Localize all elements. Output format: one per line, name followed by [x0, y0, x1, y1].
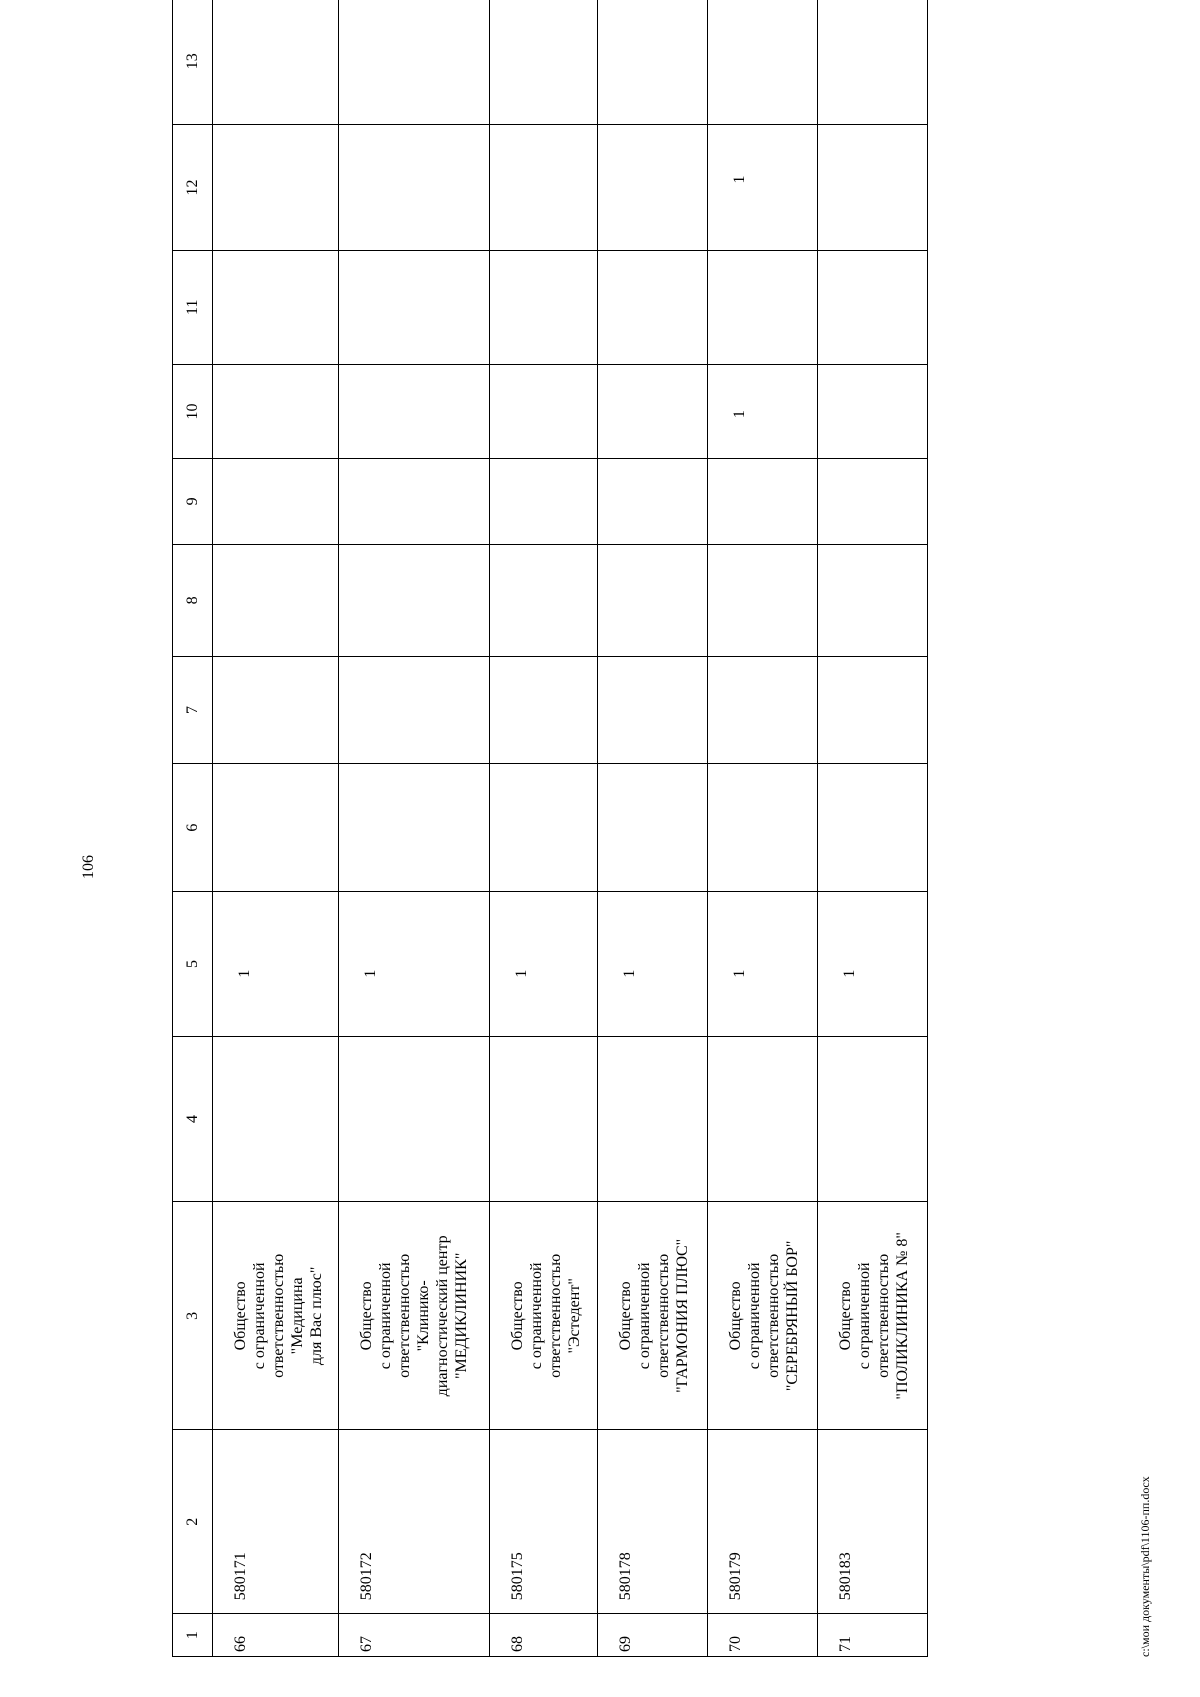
column-number-header: 6	[173, 763, 213, 891]
empty-cell	[213, 1036, 339, 1202]
column-10-value	[339, 364, 490, 458]
empty-cell	[598, 1036, 708, 1202]
empty-cell	[818, 1036, 928, 1202]
organization-name-line: для Вас плюс"	[308, 1266, 325, 1366]
header-row	[173, 0, 213, 1657]
empty-cell	[598, 250, 708, 364]
empty-cell	[708, 763, 818, 891]
empty-cell	[213, 544, 339, 656]
empty-cell	[818, 459, 928, 545]
empty-cell	[708, 0, 818, 125]
empty-cell	[213, 656, 339, 763]
column-10-value	[490, 364, 598, 458]
row-number: 67	[339, 1614, 490, 1657]
empty-cell	[339, 544, 490, 656]
organization-name-line: с ограниченной	[528, 1262, 545, 1370]
empty-cell	[598, 763, 708, 891]
organization-name-line: Общество	[617, 1281, 634, 1351]
empty-cell	[490, 459, 598, 545]
empty-cell	[708, 544, 818, 656]
empty-cell	[490, 1036, 598, 1202]
organization-name-line: Общество	[727, 1281, 744, 1351]
empty-cell	[818, 544, 928, 656]
organization-name	[213, 1202, 339, 1430]
empty-cell	[818, 250, 928, 364]
empty-cell	[339, 250, 490, 364]
organization-name	[490, 1202, 598, 1430]
table-row	[818, 0, 928, 1657]
organization-name-line: ответственностью	[875, 1253, 892, 1378]
empty-cell	[339, 459, 490, 545]
empty-cell	[213, 0, 339, 125]
column-number-header: 10	[173, 364, 213, 458]
organization-name-line: Общество	[837, 1281, 854, 1351]
empty-cell	[339, 0, 490, 125]
organization-code: 580175	[490, 1430, 598, 1614]
organization-name-line: Общество	[509, 1281, 526, 1351]
organization-name	[818, 1202, 928, 1430]
organization-name	[598, 1202, 708, 1430]
row-number: 66	[213, 1614, 339, 1657]
organization-name-line: ответственностью	[396, 1253, 413, 1378]
column-number-header: 4	[173, 1036, 213, 1202]
column-12-value	[598, 125, 708, 250]
empty-cell	[818, 763, 928, 891]
empty-cell	[818, 0, 928, 125]
column-12-value	[818, 125, 928, 250]
empty-cell	[339, 763, 490, 891]
organization-code: 580171	[213, 1430, 339, 1614]
organization-code: 580172	[339, 1430, 490, 1614]
organization-name-line: с ограниченной	[636, 1262, 653, 1370]
column-5-value: 1	[339, 892, 490, 1036]
empty-cell	[339, 1036, 490, 1202]
organization-name-line: ответственностью	[655, 1253, 672, 1378]
empty-cell	[490, 0, 598, 125]
organization-name-line: диагностический центр	[434, 1235, 451, 1397]
column-5-value: 1	[598, 892, 708, 1036]
table-row	[339, 0, 490, 1657]
column-12-value	[490, 125, 598, 250]
column-number-header: 1	[173, 1614, 213, 1657]
organization-name-line: с ограниченной	[251, 1262, 268, 1370]
empty-cell	[490, 250, 598, 364]
row-number: 70	[708, 1614, 818, 1657]
column-10-value	[818, 364, 928, 458]
column-number-header: 13	[173, 0, 213, 125]
empty-cell	[598, 656, 708, 763]
column-10-value	[213, 364, 339, 458]
empty-cell	[598, 544, 708, 656]
column-number-header: 3	[173, 1202, 213, 1430]
column-number-header: 8	[173, 544, 213, 656]
table-row	[598, 0, 708, 1657]
organization-name-line: "ГАРМОНИЯ ПЛЮС"	[674, 1238, 691, 1393]
column-5-value: 1	[213, 892, 339, 1036]
row-number: 71	[818, 1614, 928, 1657]
medical-organizations-table	[172, 0, 928, 1657]
column-5-value: 1	[818, 892, 928, 1036]
column-number-header: 12	[173, 125, 213, 250]
empty-cell	[213, 763, 339, 891]
column-number-header: 5	[173, 892, 213, 1036]
organization-code: 580178	[598, 1430, 708, 1614]
organization-name-line: с ограниченной	[746, 1262, 763, 1370]
empty-cell	[708, 1036, 818, 1202]
empty-cell	[598, 0, 708, 125]
empty-cell	[708, 656, 818, 763]
footer-file-path: c:\мои документы\pdf\1106-пп.docx	[1138, 1476, 1152, 1657]
organization-name-line: "СЕРЕБРЯНЫЙ БОР"	[784, 1240, 801, 1392]
organization-name	[339, 1202, 490, 1430]
column-5-value: 1	[708, 892, 818, 1036]
table-row	[490, 0, 598, 1657]
column-10-value: 1	[708, 364, 818, 458]
organization-name-line: ответственностью	[270, 1253, 287, 1378]
page-number: 106	[80, 855, 97, 879]
organization-name	[708, 1202, 818, 1430]
column-5-value: 1	[490, 892, 598, 1036]
empty-cell	[490, 763, 598, 891]
empty-cell	[339, 656, 490, 763]
empty-cell	[708, 459, 818, 545]
organization-name-line: "Эстедент"	[566, 1278, 583, 1354]
row-number: 69	[598, 1614, 708, 1657]
empty-cell	[213, 250, 339, 364]
organization-code: 580179	[708, 1430, 818, 1614]
column-number-header: 11	[173, 250, 213, 364]
column-12-value	[339, 125, 490, 250]
empty-cell	[708, 250, 818, 364]
column-number-header: 2	[173, 1430, 213, 1614]
organization-code: 580183	[818, 1430, 928, 1614]
organization-name-line: Общество	[358, 1281, 375, 1351]
organization-name-line: "Медицина	[289, 1277, 306, 1355]
column-10-value	[598, 364, 708, 458]
organization-name-line: ответственностью	[765, 1253, 782, 1378]
organization-name-line: Общество	[232, 1281, 249, 1351]
empty-cell	[490, 544, 598, 656]
table-row	[708, 0, 818, 1657]
organization-name-line: с ограниченной	[377, 1262, 394, 1370]
row-number: 68	[490, 1614, 598, 1657]
organization-name-line: "ПОЛИКЛИНИКА № 8"	[894, 1232, 911, 1400]
empty-cell	[213, 459, 339, 545]
column-number-header: 9	[173, 459, 213, 545]
empty-cell	[490, 656, 598, 763]
organization-name-line: с ограниченной	[856, 1262, 873, 1370]
empty-cell	[818, 656, 928, 763]
table-row	[213, 0, 339, 1657]
organization-name-line: "Клинико-	[415, 1280, 432, 1352]
empty-cell	[598, 459, 708, 545]
organization-name-line: ответственностью	[547, 1253, 564, 1378]
column-12-value	[213, 125, 339, 250]
organization-name-line: "МЕДИКЛИНИК"	[453, 1252, 470, 1380]
column-12-value: 1	[708, 125, 818, 250]
column-number-header: 7	[173, 656, 213, 763]
